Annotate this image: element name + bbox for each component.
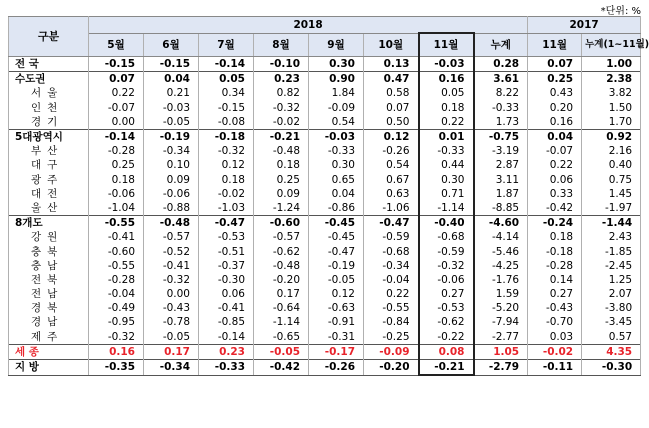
table-cell: -0.53 — [199, 230, 254, 244]
table-cell: -0.05 — [309, 273, 364, 287]
table-cell: -0.04 — [364, 273, 419, 287]
table-cell: 3.61 — [474, 72, 528, 87]
table-cell: 0.21 — [144, 86, 199, 100]
table-cell: 0.23 — [254, 72, 309, 87]
table-cell: -0.34 — [364, 259, 419, 273]
table-cell: 0.04 — [144, 72, 199, 87]
table-cell: -0.49 — [89, 301, 144, 315]
table-cell: -0.37 — [199, 259, 254, 273]
table-cell: -3.80 — [582, 301, 641, 315]
header-month: 6월 — [144, 33, 199, 57]
table-row — [9, 201, 641, 216]
table-cell: -0.26 — [309, 359, 364, 375]
table-cell: 0.50 — [364, 115, 419, 130]
table-cell: -1.76 — [474, 273, 528, 287]
table-cell: 0.30 — [309, 158, 364, 172]
table-cell: -2.45 — [582, 259, 641, 273]
header-cumulative-2017: 누계(1~11월) — [582, 33, 641, 57]
row-label: 부산 — [9, 144, 89, 158]
table-cell: 0.05 — [199, 72, 254, 87]
table-cell: 1.25 — [582, 273, 641, 287]
table-cell: 8.22 — [474, 86, 528, 100]
table-row — [9, 259, 641, 273]
table-cell: -0.21 — [419, 359, 474, 375]
table-cell: 2.43 — [582, 230, 641, 244]
header-month-highlight: 11월 — [419, 33, 474, 57]
table-cell: 3.82 — [582, 86, 641, 100]
table-cell: 0.07 — [528, 57, 582, 72]
price-change-table — [8, 16, 649, 376]
table-cell: 0.14 — [528, 273, 582, 287]
table-cell: -4.25 — [474, 259, 528, 273]
table-cell: 0.47 — [364, 72, 419, 87]
table-cell: -8.85 — [474, 201, 528, 216]
table-cell: 1.00 — [582, 57, 641, 72]
table-cell: -0.14 — [199, 57, 254, 72]
table-cell: 0.17 — [144, 344, 199, 359]
table-cell: 1.84 — [309, 86, 364, 100]
table-cell: 0.25 — [89, 158, 144, 172]
table-row — [9, 230, 641, 244]
table-cell: -0.95 — [89, 315, 144, 329]
table-cell: -0.22 — [419, 330, 474, 345]
header-year-2018: 2018 — [89, 17, 528, 34]
table-cell: -0.55 — [89, 216, 144, 231]
table-cell: -0.18 — [199, 129, 254, 144]
table-cell: -0.55 — [89, 259, 144, 273]
table-cell: -0.02 — [254, 115, 309, 130]
table-cell: 1.50 — [582, 101, 641, 115]
table-cell: 0.22 — [419, 115, 474, 130]
table-cell: 0.07 — [364, 101, 419, 115]
table-cell: -0.48 — [254, 259, 309, 273]
table-cell: -0.05 — [144, 330, 199, 345]
table-cell: -0.09 — [309, 101, 364, 115]
table-cell: -0.53 — [419, 301, 474, 315]
table-row — [9, 173, 641, 187]
header-month: 7월 — [199, 33, 254, 57]
table-cell: -0.86 — [309, 201, 364, 216]
row-label: 경기 — [9, 115, 89, 130]
table-cell: -0.18 — [528, 244, 582, 258]
table-cell: -0.25 — [364, 330, 419, 345]
table-cell: -0.57 — [254, 230, 309, 244]
table-cell: -2.77 — [474, 330, 528, 345]
header-month: 9월 — [309, 33, 364, 57]
row-label: 전남 — [9, 287, 89, 301]
row-label: 대전 — [9, 187, 89, 201]
table-cell: -0.03 — [144, 101, 199, 115]
table-cell: 0.28 — [474, 57, 528, 72]
row-label: 울산 — [9, 201, 89, 216]
table-cell: -0.78 — [144, 315, 199, 329]
table-cell: 1.59 — [474, 287, 528, 301]
table-row — [9, 216, 641, 231]
table-cell: -0.75 — [474, 129, 528, 144]
row-label: 수도권 — [9, 72, 89, 87]
table-cell: -0.08 — [199, 115, 254, 130]
table-cell: -3.19 — [474, 144, 528, 158]
table-row — [9, 273, 641, 287]
table-cell: -1.06 — [364, 201, 419, 216]
table-cell: -0.05 — [254, 344, 309, 359]
table-cell: -0.60 — [89, 244, 144, 258]
table-cell: -0.43 — [144, 301, 199, 315]
table-cell: -1.24 — [254, 201, 309, 216]
table-cell: -5.20 — [474, 301, 528, 315]
table-cell: -0.28 — [89, 144, 144, 158]
table-cell: -0.57 — [144, 230, 199, 244]
table-cell: -0.40 — [419, 216, 474, 231]
table-cell: -0.20 — [364, 359, 419, 375]
table-cell: 0.09 — [254, 187, 309, 201]
table-cell: -0.41 — [144, 259, 199, 273]
table-row — [9, 72, 641, 87]
table-cell: 0.23 — [199, 344, 254, 359]
table-cell: -0.48 — [254, 144, 309, 158]
table-cell: -0.11 — [528, 359, 582, 375]
table-cell: -0.85 — [199, 315, 254, 329]
table-cell: -0.51 — [199, 244, 254, 258]
row-label: 지 방 — [9, 359, 89, 375]
table-cell: -3.45 — [582, 315, 641, 329]
table-cell: 0.25 — [254, 173, 309, 187]
table-cell: 0.22 — [364, 287, 419, 301]
table-cell: -0.59 — [364, 230, 419, 244]
table-cell: -0.59 — [419, 244, 474, 258]
table-cell: 0.65 — [309, 173, 364, 187]
table-cell: 0.25 — [528, 72, 582, 87]
table-row — [9, 359, 641, 375]
table-cell: -0.19 — [144, 129, 199, 144]
table-cell: 0.18 — [199, 173, 254, 187]
table-cell: -0.19 — [309, 259, 364, 273]
table-cell: -0.15 — [199, 101, 254, 115]
table-cell: 0.33 — [528, 187, 582, 201]
table-cell: 0.20 — [528, 101, 582, 115]
header-month-2017: 11월 — [528, 33, 582, 57]
table-cell: -0.55 — [364, 301, 419, 315]
table-cell: -0.15 — [89, 57, 144, 72]
table-cell: -0.03 — [309, 129, 364, 144]
table-cell: -0.48 — [144, 216, 199, 231]
table-cell: -0.26 — [364, 144, 419, 158]
table-cell: -0.32 — [254, 101, 309, 115]
table-row — [9, 330, 641, 345]
table-row — [9, 101, 641, 115]
table-cell: 0.09 — [144, 173, 199, 187]
table-cell: -0.47 — [364, 216, 419, 231]
table-cell: -0.32 — [89, 330, 144, 345]
table-row — [9, 315, 641, 329]
row-label: 경북 — [9, 301, 89, 315]
table-cell: -0.28 — [89, 273, 144, 287]
table-cell: -0.20 — [254, 273, 309, 287]
table-cell: 0.40 — [582, 158, 641, 172]
table-cell: -0.60 — [254, 216, 309, 231]
table-cell: 0.22 — [89, 86, 144, 100]
table-cell: -2.79 — [474, 359, 528, 375]
row-label: 세 종 — [9, 344, 89, 359]
table-cell: -0.45 — [309, 216, 364, 231]
table-cell: -1.14 — [254, 315, 309, 329]
table-cell: -0.07 — [89, 101, 144, 115]
table-cell: -0.88 — [144, 201, 199, 216]
table-cell: 4.35 — [582, 344, 641, 359]
table-cell: -0.33 — [199, 359, 254, 375]
table-cell: 0.92 — [582, 129, 641, 144]
table-cell: 0.16 — [419, 72, 474, 87]
table-cell: -0.64 — [254, 301, 309, 315]
table-cell: 0.12 — [364, 129, 419, 144]
table-cell: 0.58 — [364, 86, 419, 100]
table-cell: 0.57 — [582, 330, 641, 345]
table-cell: 0.30 — [419, 173, 474, 187]
table-cell: -0.33 — [309, 144, 364, 158]
table-row — [9, 244, 641, 258]
table-cell: -0.07 — [528, 144, 582, 158]
table-cell: -0.17 — [309, 344, 364, 359]
table-cell: -0.04 — [89, 287, 144, 301]
table-cell: -1.04 — [89, 201, 144, 216]
table-cell: -0.45 — [309, 230, 364, 244]
row-label: 대구 — [9, 158, 89, 172]
header-month: 5월 — [89, 33, 144, 57]
table-cell: -0.62 — [419, 315, 474, 329]
table-cell: 0.22 — [528, 158, 582, 172]
row-label: 강원 — [9, 230, 89, 244]
table-row — [9, 86, 641, 100]
table-cell: 0.90 — [309, 72, 364, 87]
table-cell: -0.28 — [528, 259, 582, 273]
row-label: 서울 — [9, 86, 89, 100]
table-cell: 0.04 — [309, 187, 364, 201]
row-label: 제주 — [9, 330, 89, 345]
table-cell: 0.18 — [254, 158, 309, 172]
table-cell: 0.01 — [419, 129, 474, 144]
table-cell: -0.63 — [309, 301, 364, 315]
table-cell: 1.45 — [582, 187, 641, 201]
table-cell: -4.60 — [474, 216, 528, 231]
table-cell: -0.24 — [528, 216, 582, 231]
table-cell: 0.08 — [419, 344, 474, 359]
row-label: 전북 — [9, 273, 89, 287]
table-cell: -0.33 — [419, 144, 474, 158]
row-label: 8개도 — [9, 216, 89, 231]
table-cell: -0.42 — [528, 201, 582, 216]
table-cell: 0.07 — [89, 72, 144, 87]
table-cell: -0.47 — [309, 244, 364, 258]
unit-note: *단위: % — [600, 6, 641, 17]
table-cell: 0.18 — [89, 173, 144, 187]
table-body — [9, 57, 641, 376]
table-cell: 0.27 — [528, 287, 582, 301]
table-cell: 0.27 — [419, 287, 474, 301]
table-cell: -0.41 — [89, 230, 144, 244]
table-cell: -0.06 — [419, 273, 474, 287]
table-cell: -0.02 — [199, 187, 254, 201]
row-label: 충남 — [9, 259, 89, 273]
table-cell: -0.14 — [199, 330, 254, 345]
table-cell: -0.05 — [144, 115, 199, 130]
table-cell: -0.91 — [309, 315, 364, 329]
table-cell: -0.06 — [89, 187, 144, 201]
table-cell: 0.17 — [254, 287, 309, 301]
header-gubun: 구분 — [9, 17, 89, 57]
table-cell: 0.44 — [419, 158, 474, 172]
header-month: 8월 — [254, 33, 309, 57]
row-label: 전 국 — [9, 57, 89, 72]
table-cell: 0.16 — [528, 115, 582, 130]
table-cell: 0.63 — [364, 187, 419, 201]
table-cell: -0.43 — [528, 301, 582, 315]
table-cell: -0.09 — [364, 344, 419, 359]
table-cell: 1.73 — [474, 115, 528, 130]
header-month: 10월 — [364, 33, 419, 57]
table-cell: 0.12 — [309, 287, 364, 301]
table-row — [9, 129, 641, 144]
row-label: 충북 — [9, 244, 89, 258]
table-cell: -0.32 — [199, 144, 254, 158]
table-cell: 0.13 — [364, 57, 419, 72]
table-cell: 0.75 — [582, 173, 641, 187]
table-cell: 2.16 — [582, 144, 641, 158]
table-cell: -1.14 — [419, 201, 474, 216]
table-cell: -0.32 — [144, 273, 199, 287]
table-cell: 0.67 — [364, 173, 419, 187]
table-cell: -0.84 — [364, 315, 419, 329]
table-cell: 0.04 — [528, 129, 582, 144]
table-cell: 2.87 — [474, 158, 528, 172]
table-cell: 0.82 — [254, 86, 309, 100]
table-cell: 0.10 — [144, 158, 199, 172]
table-cell: -0.21 — [254, 129, 309, 144]
table-cell: -0.68 — [419, 230, 474, 244]
table-row — [9, 115, 641, 130]
row-label: 경남 — [9, 315, 89, 329]
row-label: 인천 — [9, 101, 89, 115]
table-cell: 1.70 — [582, 115, 641, 130]
table-cell: -0.15 — [144, 57, 199, 72]
table-cell: 0.54 — [364, 158, 419, 172]
table-cell: 0.18 — [528, 230, 582, 244]
table-cell: 0.54 — [309, 115, 364, 130]
table-row — [9, 187, 641, 201]
table-cell: -1.44 — [582, 216, 641, 231]
table-cell: 0.06 — [528, 173, 582, 187]
table-cell: -0.34 — [144, 359, 199, 375]
table-cell: -0.32 — [419, 259, 474, 273]
table-cell: -0.14 — [89, 129, 144, 144]
table-cell: -5.46 — [474, 244, 528, 258]
table-row — [9, 344, 641, 359]
table-row — [9, 57, 641, 72]
table-cell: -0.03 — [419, 57, 474, 72]
table-cell: -0.06 — [144, 187, 199, 201]
table-cell: 0.00 — [89, 115, 144, 130]
table-cell: -0.31 — [309, 330, 364, 345]
table-cell: 2.38 — [582, 72, 641, 87]
table-cell: 1.05 — [474, 344, 528, 359]
table-row — [9, 301, 641, 315]
table-cell: -0.33 — [474, 101, 528, 115]
table-cell: 2.07 — [582, 287, 641, 301]
table-cell: -0.62 — [254, 244, 309, 258]
table-cell: 0.05 — [419, 86, 474, 100]
table-cell: 0.71 — [419, 187, 474, 201]
table-cell: -0.02 — [528, 344, 582, 359]
table-cell: 0.43 — [528, 86, 582, 100]
header-cumulative: 누계 — [474, 33, 528, 57]
table-row — [9, 158, 641, 172]
table-cell: 3.11 — [474, 173, 528, 187]
table-cell: 0.00 — [144, 287, 199, 301]
table-cell: -0.42 — [254, 359, 309, 375]
table-cell: 1.87 — [474, 187, 528, 201]
table-cell: 0.06 — [199, 287, 254, 301]
header-year-2017: 2017 — [528, 17, 641, 34]
table-cell: -7.94 — [474, 315, 528, 329]
table-cell: -1.97 — [582, 201, 641, 216]
table-cell: 0.12 — [199, 158, 254, 172]
table-cell: -0.52 — [144, 244, 199, 258]
table-cell: 0.16 — [89, 344, 144, 359]
table-cell: -0.41 — [199, 301, 254, 315]
table-cell: 0.03 — [528, 330, 582, 345]
table-cell: 0.30 — [309, 57, 364, 72]
table-cell: 0.18 — [419, 101, 474, 115]
table-cell: -0.10 — [254, 57, 309, 72]
table-cell: 0.34 — [199, 86, 254, 100]
table-cell: -0.35 — [89, 359, 144, 375]
table-cell: -1.85 — [582, 244, 641, 258]
table-cell: -0.68 — [364, 244, 419, 258]
table-cell: -1.03 — [199, 201, 254, 216]
table-cell: -0.30 — [199, 273, 254, 287]
table-cell: -0.47 — [199, 216, 254, 231]
table-row — [9, 144, 641, 158]
table-row — [9, 287, 641, 301]
table-cell: -0.70 — [528, 315, 582, 329]
table-cell: -0.34 — [144, 144, 199, 158]
table-cell: -0.30 — [582, 359, 641, 375]
table-cell: -4.14 — [474, 230, 528, 244]
row-label: 광주 — [9, 173, 89, 187]
row-label: 5대광역시 — [9, 129, 89, 144]
table-cell: -0.65 — [254, 330, 309, 345]
